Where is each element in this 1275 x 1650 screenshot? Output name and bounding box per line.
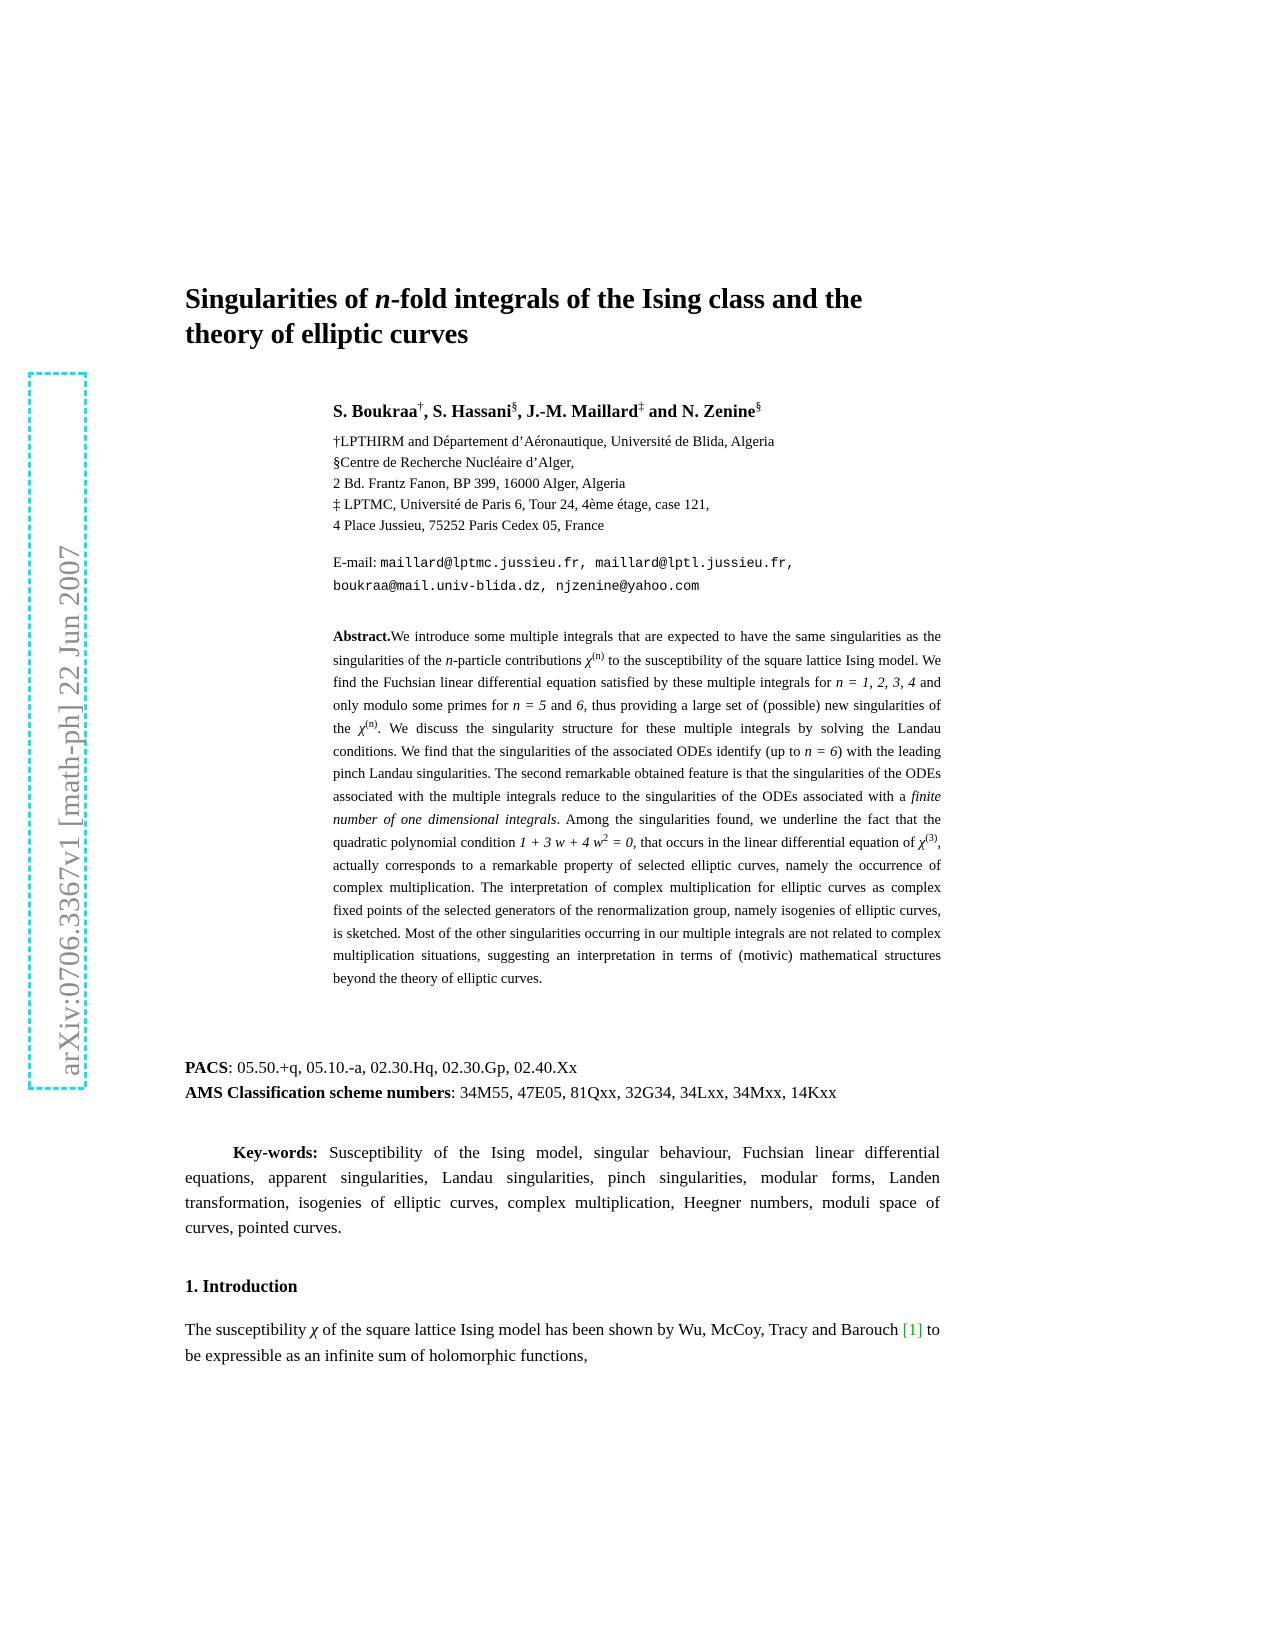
email-line-2[interactable]: boukraa@mail.univ-blida.dz, njzenine@yahoo.com [333,579,700,595]
arxiv-stamp-rotator [40,360,100,1080]
keywords-block [185,1140,940,1241]
abstract-t1: We introduce some multiple integrals that are expected to have the same singularities as the singularities of the [333,629,941,669]
abstract-t8: ) with the leading pinch Landau singularities. The second remarkable obtained feature is that the singularities of the ODEs associated with the multiple integrals reduce to the singularities of the ODEs associated with a [333,743,941,806]
affiliation-line: †LPTHIRM and Département d’Aéronautique, Université de Blida, Algeria [333,434,775,451]
title-math-n: n [374,284,391,315]
affiliation-line: ‡ LPTMC, Université de Paris 6, Tour 24, 4ème étage, case 121, [333,497,710,514]
author-sep-3: and [644,400,682,421]
affiliation-list [333,432,941,537]
abstract-t10: , that occurs in the linear differential equation of [632,835,919,852]
author-2-name: S. Hassani [432,400,512,421]
email-block [333,553,941,598]
abstract-math-n-1: n [445,652,453,669]
abstract-math-n-5: n = 5 [512,697,547,714]
author-sep-1: , [423,400,433,421]
citation-link-1[interactable]: 1 [908,1320,917,1340]
ams-values: : 34M55, 47E05, 81Qxx, 32G34, 34Lxx, 34Mxx, 14Kxx [450,1083,837,1103]
affiliation-line: 4 Place Jussieu, 75252 Paris Cedex 05, France [333,518,605,535]
author-list [333,399,941,422]
author-4-name: N. Zenine [681,400,756,421]
author-4-marker: § [755,398,762,413]
abstract-chi-2: χ [358,721,366,738]
abstract-t7: . We discuss the singularity structure for these multiple integrals by solving the Landau conditions. We find that the singularities of the associated ODEs identify (up to [333,721,942,760]
pacs-values: : 05.50.+q, 05.10.-a, 02.30.Hq, 02.30.Gp, 02.40.Xx [228,1058,578,1078]
author-sep-2: , [517,400,527,421]
email-line-1[interactable]: maillard@lptmc.jussieu.fr, maillard@lptl.jussieu.fr, [380,557,795,573]
intro-t1: The susceptibility [185,1320,311,1340]
introduction-paragraph [185,1317,940,1369]
paper-content [185,0,940,1386]
classification-block [185,1056,940,1105]
author-1-name: S. Boukraa [333,400,418,421]
keywords-label: Key-words: [233,1142,318,1162]
abstract-heading: Abstract. [333,629,391,646]
author-3-marker: ‡ [638,398,645,413]
abstract-polynomial-equals: = 0 [608,835,633,852]
email-label: E-mail: [333,555,381,572]
abstract-chi-3-superscript: (3) [925,833,938,845]
abstract-math-6: 6 [576,697,584,714]
pacs-line [185,1056,940,1081]
pacs-label: PACS [185,1058,229,1078]
keywords-text: Susceptibility of the Ising model, singular behaviour, Fuchsian linear differential equations, apparent singularities, Landau singularities, pinch singularities, modular forms, Landen transformation, isogenies of elliptic curves, complex multiplication, Heegner numbers, moduli space of curves, pointed curves. [185,1142,940,1238]
abstract [333,626,941,990]
affiliation-line: §Centre de Recherche Nucléaire d’Alger, [333,455,575,472]
abstract-polynomial-exponent: 2 [602,833,609,845]
abstract-italic-phrase: finite number of one dimensional integrals [333,789,941,828]
ams-label: AMS Classification scheme numbers [185,1083,451,1103]
abstract-polynomial-condition: 1 + 3 w + 4 w [519,835,603,852]
arxiv-stamp [0,360,120,1100]
front-matter [333,399,941,991]
section-heading-introduction: 1. Introduction [185,1276,298,1297]
abstract-t2: -particle contributions [452,652,586,669]
abstract-chi-1-superscript: (n) [592,650,605,662]
stamp-guide-bottom [28,1087,84,1090]
abstract-t6: , thus providing a large set of (possible) new singularities of the [333,697,941,738]
abstract-chi-1: χ [585,652,593,669]
citation-bracket-open: [ [902,1320,909,1340]
ams-line [185,1081,940,1106]
abstract-t9: . Among the singularities found, we underline the fact that the quadratic polynomial condition [333,811,941,852]
author-3-name: J.-M. Maillard [526,400,639,421]
abstract-t3: to the susceptibility of the square lattice Ising model. We find the Fuchsian linear differential equation satisfied by these multiple integrals for [333,652,942,692]
page-title [185,283,940,353]
affiliation-line: 2 Bd. Frantz Fanon, BP 399, 16000 Alger, Algeria [333,476,626,493]
author-2-marker: § [511,398,518,413]
abstract-math-n-6: n = 6 [804,743,838,760]
abstract-t11: , actually corresponds to a remarkable property of selected elliptic curves, namely the occurrence of complex multiplication. The interpretation of complex multiplication for elliptic curves as complex fixed points of the selected generators of the renormalization group, namely isogenies of elliptic curves, is sketched. Most of the other singularities occurring in our multiple integrals are not related to complex multiplication situations, suggesting an interpretation in terms of (motivic) mathematical structures beyond the theory of elliptic curves. [333,835,941,987]
intro-t3: to be expressible as an infinite sum of holomorphic functions, [185,1320,940,1366]
abstract-math-n-values-1: n = 1, 2, 3, 4 [835,675,916,692]
abstract-chi-2-superscript: (n) [365,719,378,731]
arxiv-stamp-text: arXiv:0706.3367v1 [math-ph] 22 Jun 2007 [53,544,86,1076]
author-1-marker: † [417,398,424,413]
intro-t2: of the square lattice Ising model has been shown by Wu, McCoy, Tracy and Barouch [318,1320,903,1340]
title-part-1: Singularities of [185,284,375,315]
abstract-chi-3: χ [918,835,926,852]
citation-bracket-close: ] [916,1320,923,1340]
stamp-guide-left [28,372,31,1087]
title-part-2: -fold integrals of the Ising class and the theory of elliptic curves [185,284,863,350]
abstract-t4: and only modulo some primes for [333,675,941,714]
abstract-t5: and [546,697,577,714]
intro-chi: χ [310,1320,319,1340]
